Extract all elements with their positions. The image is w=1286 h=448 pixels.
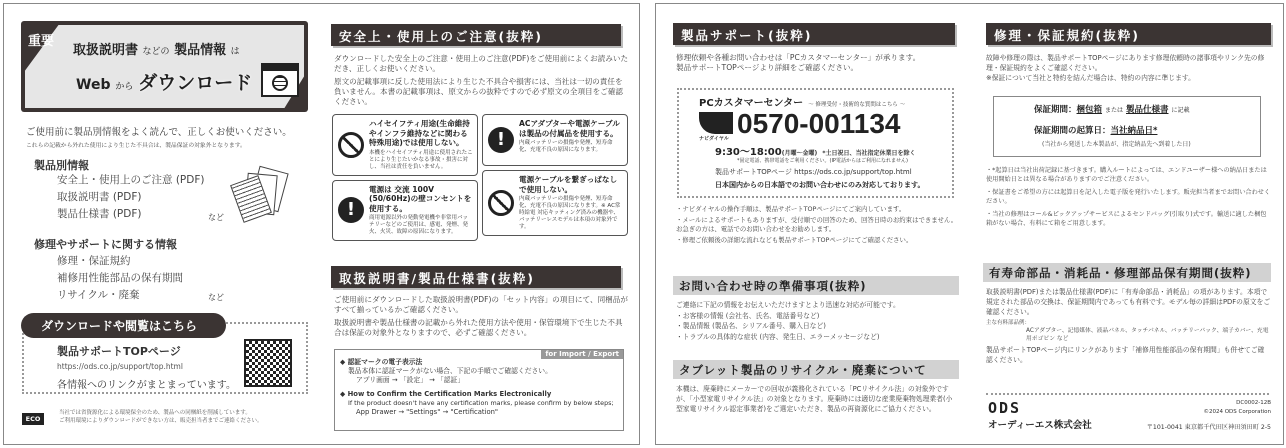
days: (月曜～金曜)	[781, 150, 818, 157]
center-sub: ～ 修理受付・技術的な質問はこちら ～	[808, 102, 906, 108]
inquiry-text	[676, 300, 961, 342]
import-export-box: for Import / Export ◆ 認証マークの電子表示法 製品本体に認証マークがない場合、下記の手順でご確認ください。 アプリ画面 → 「設定」 → 「認証」 ◆ How to Confirm the Certification Marks Electronically If the product doesn't have any certification marks, please confirm by below steps; App Drawer → "Settings" → "Certification"	[334, 349, 624, 431]
prohibited-icon	[338, 132, 364, 158]
top-label: 製品サポートTOPページ	[715, 168, 792, 176]
list-item: 修理・保証規約	[57, 255, 131, 267]
support-bullets	[676, 205, 961, 245]
list-item: 取扱説明書 (PDF)	[57, 191, 142, 203]
copyright: ©2024 ODS Corporation	[1203, 409, 1271, 415]
intro-note: これらの記載から外れた使用により生じた不具合は、製品保証の対象外となります。	[26, 143, 246, 149]
list-item: 製品仕様書 (PDF)	[57, 208, 142, 220]
company-name: オーディーエス株式会社	[988, 420, 1092, 431]
paragraph: 取扱説明書や製品仕様書の記載から外れた使用方法や使用・保管環境下で生じた不具合は保証の対象外となりますので、必ずご確認ください。	[334, 318, 623, 337]
recycle-header: タブレット製品のリサイクル・廃棄について	[673, 360, 959, 379]
start-note: (当社から発送した本製品が、指定納品先へ到着した日)	[1042, 141, 1191, 148]
support-url[interactable]: https://ods.co.jp/support/top.html	[57, 362, 183, 371]
inquiry-header: お問い合わせ時の準備事項(抜粋)	[673, 276, 959, 295]
product-info-list	[57, 172, 205, 223]
cert-en-steps: App Drawer → "Settings" → "Certification"	[356, 408, 499, 416]
list-item: ・当社の修理はコール&ピックアップサービスによるセンドバッグ(引取り)式です。輸送に適した梱包箱がない場合、有料にて箱をご用意します。	[986, 211, 1267, 227]
safety-text	[334, 54, 629, 110]
warning-body: 内蔵バッテリーの損傷や発煙、短寿命化、充電不良の原因になります。	[519, 140, 613, 153]
recycle-text: 本機は、廃棄時にメーカーでの回収が義務化されている「PCリサイクル法」の対象外ですが、「小型家電リサイクル法」の対象となります。廃棄時には適切な産業廃棄物処理業者(小型家電リサイクル認定事業者)をご選定いただき、製品の再資源化にご協力ください。	[676, 385, 953, 413]
paragraph: ダウンロードした安全上のご注意・使用上のご注意(PDF)をご使用前によくお読みいただき、正しくお使いください。	[334, 54, 629, 73]
import-export-tag: for Import / Export	[541, 350, 623, 359]
address: 〒101-0041 東京都千代田区神田須田町 2-5	[1146, 424, 1271, 431]
web-download-icon	[261, 63, 299, 97]
exclamation-icon: !	[338, 197, 364, 223]
list-item: ・ナビダイヤルの操作手順は、製品サポートTOPページにてご案内しています。	[676, 205, 906, 213]
closed-days: *土日祝日、当社指定休業日を除く	[822, 150, 916, 157]
hours: 9:30～18:00	[715, 147, 782, 158]
product-info-title: 製品別情報	[34, 159, 89, 172]
banner-text: ダウンロード	[138, 72, 253, 94]
paragraph: 製品サポートTOPページより詳細をご確認ください。	[676, 63, 859, 72]
paragraph: 故障や修理の際は、製品サポートTOPページにあります修理依頼時の諸事項やリンク先の修理・保証規約をよくご確認ください。	[986, 54, 1265, 72]
left-page	[3, 3, 640, 445]
repair-info-title: 修理やサポートに関する情報	[34, 238, 177, 251]
eco-text: ご利用環境によりダウンロードができない方は、販売担当者までご連絡ください。	[59, 418, 263, 424]
warranty-period-box	[993, 96, 1261, 157]
etc-label: など	[208, 213, 224, 222]
cert-en-body: If the product doesn't have any certification marks, please confirm by below steps;	[348, 399, 614, 407]
banner-text: などの	[142, 47, 170, 57]
cert-jp-body: 製品本体に認証マークがない場合、下記の手順でご確認ください。	[348, 367, 552, 375]
warning-body: 内蔵バッテリーの損傷や発煙、短寿命化、充電不良の原因になります。※ AC常時給電 対応キッティング済みの機器や、バッテリーレスモデルは本項の対象外です。	[519, 196, 621, 230]
warning-head: ACアダプターや電源ケーブルは製品の付属品を使用する。	[519, 119, 620, 138]
banner-text: Web	[76, 77, 111, 93]
list-item: ・*起算日は当社出荷記録に基づきます。購入ルートによっては、エンドユーザー様への納品日または使用開始日とは異なる場合がありますのでご注意ください。	[986, 167, 1267, 183]
warning-head: ハイセイフティ用途(生命維持やインフラ維持などに関わる特殊用途)では使用しない。	[369, 119, 470, 147]
support-header: 製品サポート(抜粋)	[673, 23, 955, 45]
exclamation-icon: !	[488, 127, 514, 153]
start-label: 保証期間の起算日：	[1034, 126, 1111, 136]
warranty-header: 修理・保証規約(抜粋)	[986, 23, 1271, 45]
list-item: ・トラブルの具体的な症状 (内容、発生日、エラーメッセージなど)	[676, 332, 880, 341]
right-page	[655, 3, 1284, 445]
list-item: リサイクル・廃棄	[57, 289, 140, 301]
phone-number[interactable]: 0570-001134	[737, 108, 901, 139]
phone-note: *固定電話、携帯電話をご利用ください。(IP電話からはご利用になれません)	[737, 158, 908, 164]
examples: ACアダプター、記憶媒体、液晶パネル、タッチパネル、バッテリーパック、端子カバー、充電用ポゴピン など	[1026, 328, 1269, 342]
links-note: 各情報へのリンクがまとまっています。	[57, 380, 236, 391]
intro-text: ご使用前に製品別情報をよく読んで、正しくお使いください。	[26, 127, 292, 138]
cert-jp-head: 認証マークの電子表示法	[347, 358, 423, 366]
safety-header: 安全上・使用上のご注意(抜粋)	[331, 24, 621, 46]
list-item: 補修用性能部品の保有期間	[57, 272, 183, 284]
period-suffix: に記載	[1171, 107, 1190, 114]
doc-number: DC0002-12B	[1236, 400, 1271, 406]
customer-center-box	[677, 88, 954, 198]
banner-text: は	[230, 47, 240, 57]
list-item: ・お客様の情報 (会社名、氏名、電話番号など)	[676, 311, 820, 320]
warranty-bullets	[986, 166, 1271, 228]
start-value: 当社納品日*	[1110, 126, 1158, 136]
footer-divider	[986, 393, 1269, 395]
qr-code[interactable]	[244, 339, 292, 387]
paragraph: 製品サポートTOPページ内にリンクがあります「補修用性能部品の保有期間」も併せてご確認ください。	[986, 346, 1265, 364]
download-banner	[21, 21, 308, 112]
warning-head: 電源は 交流 100V (50/60Hz)の壁コンセントを使用する。	[369, 184, 472, 213]
warning-box	[332, 114, 478, 176]
ods-logo: ODS	[988, 399, 1022, 417]
top-url[interactable]: https://ods.co.jp/support/top.html	[794, 168, 912, 176]
cert-jp-steps: アプリ画面 → 「設定」 → 「認証」	[356, 376, 465, 384]
period-value: 製品仕様書	[1125, 105, 1169, 115]
banner-text: から	[115, 82, 134, 92]
warranty-text	[986, 53, 1276, 83]
warning-box	[482, 170, 628, 236]
japan-only-note: 日本国内からの日本語でのお問い合わせにのみ対応しております。	[715, 181, 925, 189]
paragraph: ご使用前にダウンロードした取扱説明書(PDF)の「セット内容」の項目にて、同梱品がすべて揃っているかご確認ください。	[334, 295, 628, 314]
parts-text	[986, 287, 1271, 365]
prohibited-icon	[488, 190, 514, 216]
banner-text: 製品情報	[174, 43, 227, 58]
paragraph: ※保証について当社と特約を結んだ場合は、特約の内容に準じます。	[986, 74, 1195, 82]
manual-text	[334, 295, 629, 341]
important-badge: 重要	[28, 34, 55, 49]
period-or: または	[1105, 107, 1124, 114]
manual-header: 取扱説明書/製品仕様書(抜粋)	[331, 266, 621, 288]
support-text	[676, 53, 961, 73]
warning-box	[482, 114, 628, 166]
list-item: 安全上・使用上のご注意 (PDF)	[57, 174, 205, 186]
banner-text: 取扱説明書	[73, 43, 139, 58]
center-name: PCカスタマーセンター	[699, 98, 804, 109]
cert-en-head: How to Confirm the Certification Marks Electronically	[347, 390, 552, 398]
list-item: ・修理ご依頼後の詳細な流れなども製品サポートTOPページにてご確認ください。	[676, 236, 913, 244]
period-value: 梱包箱	[1076, 105, 1103, 115]
list-item: ・保証書をご希望の方には起算日を記入した電子版を発行いたします。販売担当者までお問い合わせください。	[986, 189, 1271, 205]
parts-header: 有寿命部品・消耗品・修理部品保有期間(抜粋)	[983, 263, 1271, 282]
paragraph: ご連絡に下記の情報をお伝えいただけますとより迅速な対応が可能です。	[676, 301, 900, 309]
navi-dial-icon	[699, 112, 733, 134]
warning-head: 電源ケーブルを繋ぎっぱなしで使用しない。	[519, 175, 618, 194]
period-label: 保証期間：	[1034, 105, 1077, 115]
paragraph: 原文の記載事項に反した使用法により生じた不具合や損害には、当社は一切の責任を負いません。本書の記載事項は、原文からの抜粋ですので必ず原文の全項目をご確認ください。	[334, 77, 624, 106]
support-top-title: 製品サポートTOPページ	[57, 345, 181, 358]
warning-body: 本機をハイセイフティ用途に使用されたことにより生じたいかなる事故・損害に対し、当社は責任を負いません。	[369, 149, 473, 170]
warning-grid	[332, 114, 628, 241]
warning-box	[332, 180, 478, 242]
repair-info-list	[57, 253, 183, 304]
download-pill: ダウンロードや閲覧はこちら	[21, 313, 226, 338]
list-item: ・メールによるサポートもありますが、受付順での回答のため、回答日時のお約束はできません。お急ぎの方は、電話でのお問い合わせをお勧めします。	[676, 216, 958, 233]
navi-dial-label: ナビダイヤル	[699, 136, 729, 142]
paragraph: 修理依頼や各種お問い合わせは「PCカスタマーセンター」が承ります。	[676, 53, 921, 62]
documents-icon	[234, 169, 294, 224]
paragraph: 取扱説明書(PDF)または製品仕様書(PDF)に「有寿命部品・消耗品」の項があります。本項で規定された部品の交換は、保証期間内であっても有料です。モデル毎の詳細はPDFの原文をご確認ください。	[986, 288, 1271, 316]
eco-text: 当社では省資源化による環境保全のため、製品への同梱紙を削減しています。	[59, 410, 251, 416]
list-item: ・製品情報 (製品名、シリアル番号、購入日など)	[676, 322, 826, 330]
etc-label: など	[208, 293, 224, 302]
warning-body: 商用電源以外の発動発電機や非常用バッテリーなどのご使用は、感電、発煙、発火、火災、故障の原因になります。	[369, 215, 469, 235]
eco-icon: ECO	[22, 413, 44, 425]
examples-label: 主な有料部品例：	[986, 320, 1031, 326]
